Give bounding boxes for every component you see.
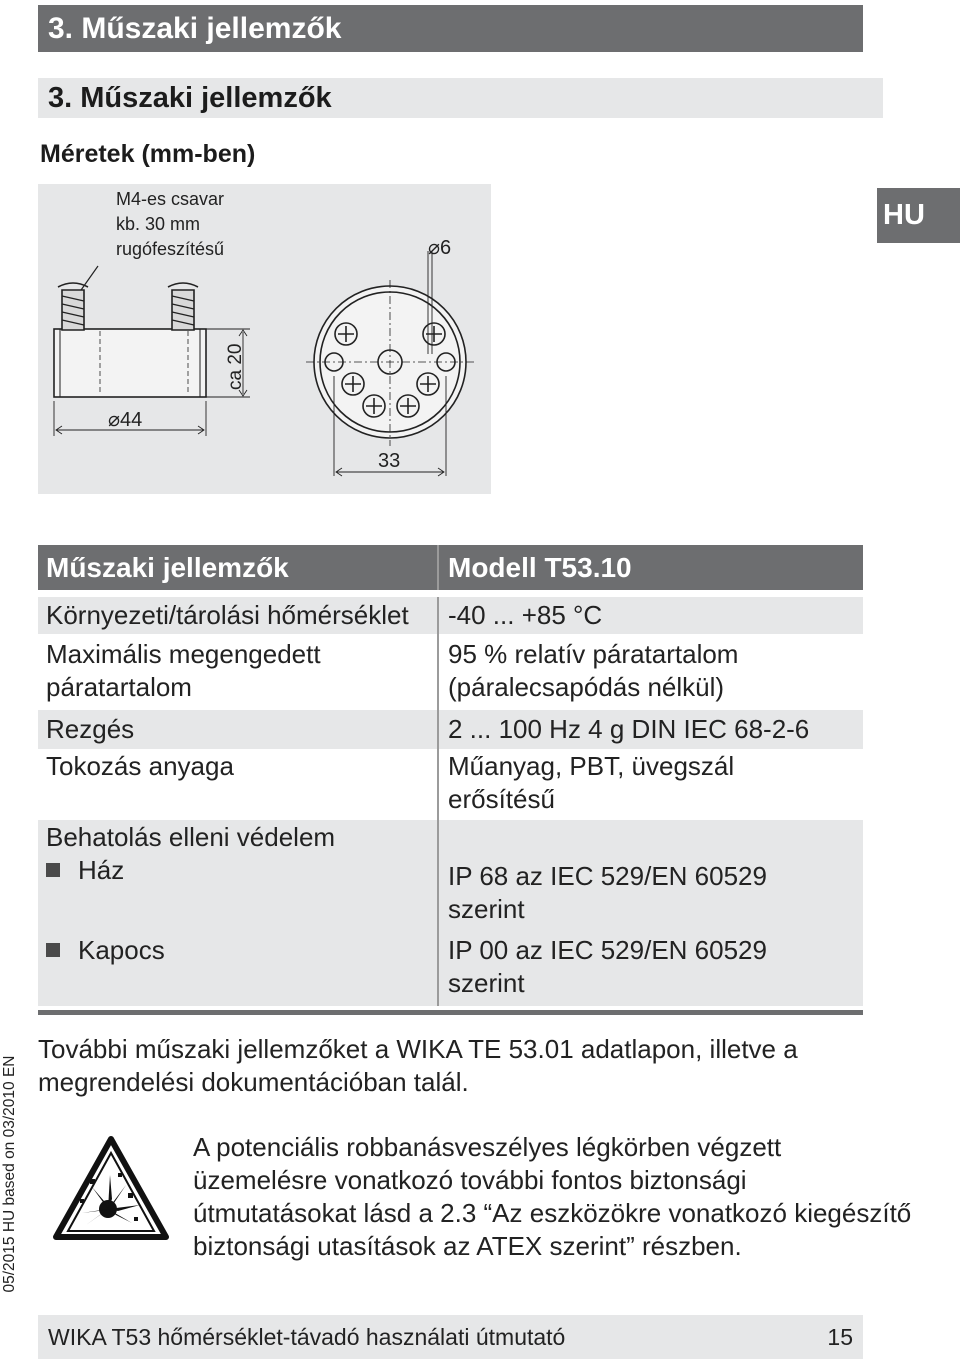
- section-title-bar: [38, 5, 863, 52]
- section-title: 3. Műszaki jellemzők: [48, 12, 342, 45]
- table-row: [38, 634, 863, 710]
- section-subtitle: 3. Műszaki jellemzők: [48, 82, 332, 114]
- hole-diameter-label: ⌀6: [428, 237, 452, 259]
- screw-note: [116, 187, 224, 262]
- further-info-text: További műszaki jellemzőket a WIKA TE 53.01 adatlapon, illetve a megrendelési dokumentációban talál.: [38, 1034, 798, 1097]
- footer-title: WIKA T53 hőmérséklet-távadó használati útmutató: [48, 1324, 566, 1350]
- spec-table: [38, 545, 863, 1006]
- spec-value: -40 ... +85 °C: [438, 597, 863, 634]
- spec-value-line: erősítésű: [448, 784, 555, 814]
- spec-header-left: Műszaki jellemzők: [38, 545, 438, 590]
- spec-value-line: szerint: [448, 894, 525, 924]
- table-row: [38, 934, 863, 1006]
- page-footer: [38, 1315, 863, 1359]
- technical-drawing-svg: [38, 184, 491, 494]
- hole-spacing-label: 33: [378, 450, 401, 472]
- spec-value: [438, 820, 863, 934]
- page-number: 15: [827, 1324, 853, 1350]
- table-row: [38, 710, 863, 749]
- spec-value: 2 ... 100 Hz 4 g DIN IEC 68-2-6: [438, 710, 863, 749]
- bullet-icon: [46, 863, 60, 877]
- spec-value: [438, 934, 863, 1006]
- housing-item: [46, 854, 437, 887]
- atex-warning-text: A potenciális robbanásveszélyes légkörben végzett üzemelésre vonatkozó további fontos biztonsági útmutatásokat lásd a 2.3 “Az eszközökre vonatkozó kiegészítő biztonsági utasítások az ATEX szerint” részben.: [193, 1132, 912, 1261]
- spec-label: Rezgés: [46, 714, 135, 744]
- dimension-drawing: [38, 184, 491, 494]
- spec-label: [38, 820, 438, 934]
- explosion-warning-icon: [52, 1135, 170, 1248]
- table-row: [38, 820, 863, 934]
- spec-label-line: Kapocs: [78, 935, 165, 965]
- spec-label: [38, 634, 438, 710]
- spec-value-line: IP 68 az IEC 529/EN 60529: [448, 861, 767, 891]
- spec-value: [438, 749, 863, 820]
- spec-label-line: páratartalom: [46, 672, 192, 702]
- spec-value: [438, 634, 863, 710]
- spec-value-line: szerint: [448, 968, 525, 998]
- spec-header-right: Modell T53.10: [438, 545, 863, 590]
- table-row: [38, 597, 863, 634]
- edition-note: 05/2015 HU based on 03/2010 EN: [1, 1055, 18, 1293]
- spec-table-header: [38, 545, 863, 590]
- table-row: [38, 749, 863, 820]
- top-view: [306, 251, 474, 476]
- spec-label-line: Ház: [78, 855, 125, 885]
- spec-label-line: Behatolás elleni védelem: [46, 822, 336, 852]
- spec-label-line: Maximális megengedett: [46, 639, 321, 669]
- screw-note-line: kb. 30 mm: [116, 214, 201, 234]
- screw-note-line: M4-es csavar: [116, 189, 225, 209]
- spec-label: [38, 934, 438, 1006]
- dimensions-heading: Méretek (mm-ben): [40, 140, 256, 168]
- height-label: ca 20: [225, 343, 246, 390]
- spec-value-line: Műanyag, PBT, üvegszál: [448, 751, 735, 781]
- spec-value-line: IP 00 az IEC 529/EN 60529: [448, 935, 767, 965]
- language-tab: [877, 188, 960, 243]
- body-diameter-label: ⌀44: [108, 409, 143, 431]
- spec-value-line: 95 % relatív páratartalom: [448, 639, 739, 669]
- bullet-icon: [46, 943, 60, 957]
- spec-label: Tokozás anyaga: [46, 751, 234, 781]
- language-tab-label: HU: [883, 199, 925, 231]
- spec-label: Környezeti/tárolási hőmérséklet: [46, 600, 409, 630]
- side-view: [54, 266, 250, 436]
- table-bottom-rule: [38, 1010, 863, 1015]
- screw-note-line: rugófeszítésű: [116, 239, 225, 259]
- section-subtitle-bar: [38, 78, 883, 118]
- spec-value-line: (páralecsapódás nélkül): [448, 672, 725, 702]
